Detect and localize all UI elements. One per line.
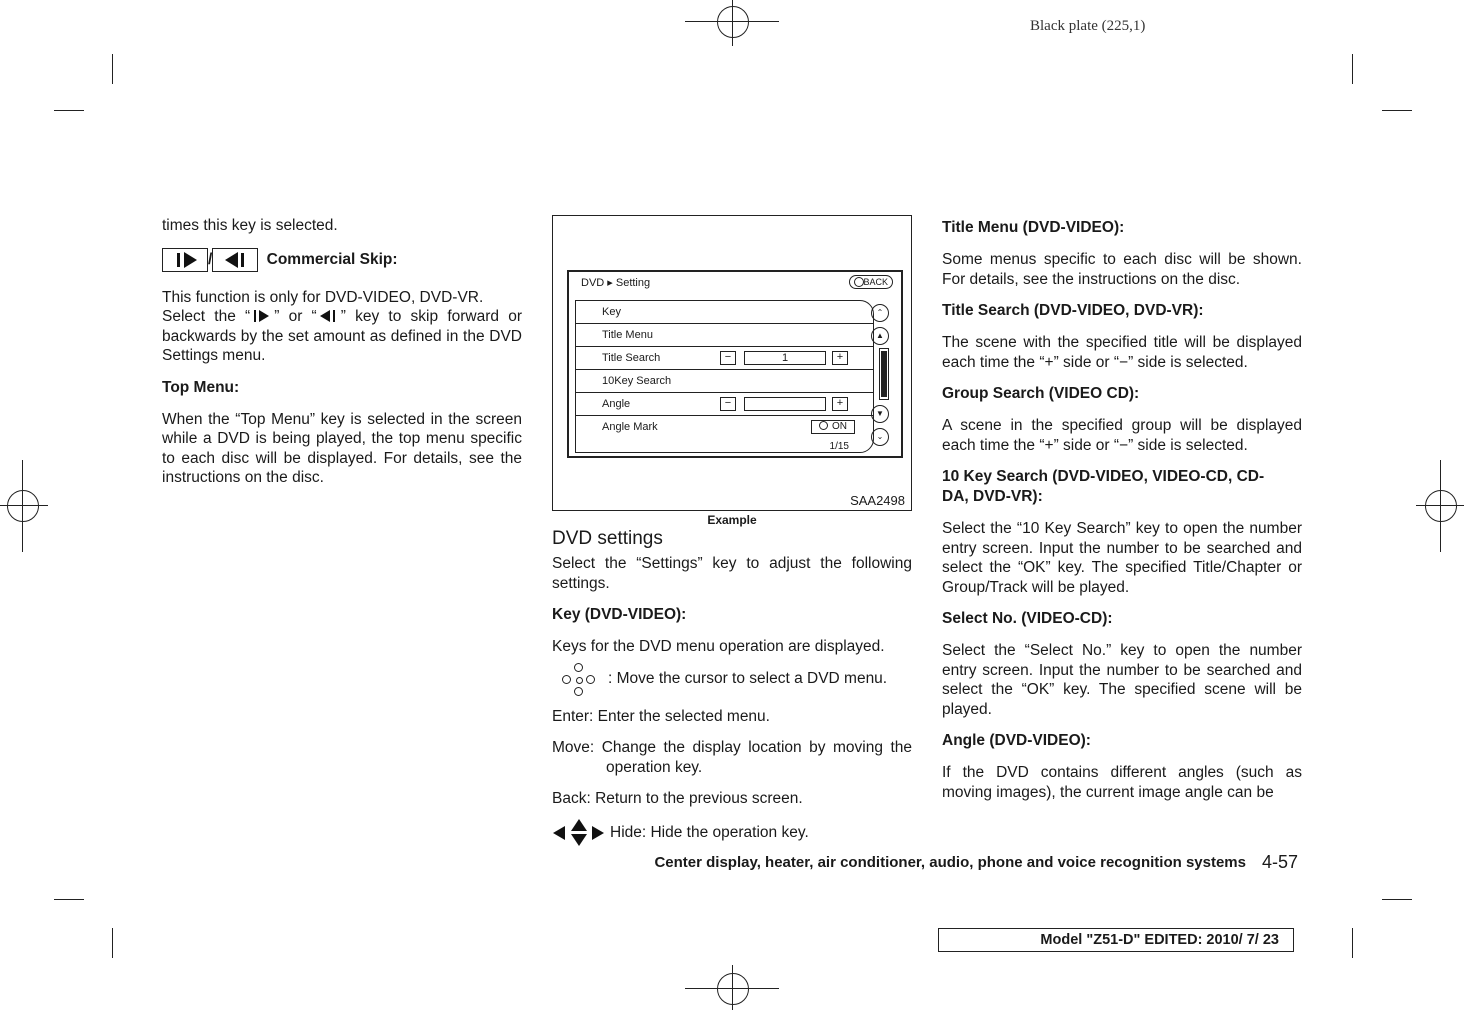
footer-section: Center display, heater, air conditioner, audio, phone and voice recognition systems	[654, 854, 1246, 871]
key-separator: /	[208, 250, 213, 268]
select-no-title: Select No. (VIDEO-CD):	[942, 610, 1113, 627]
screen-title: DVD ▸ Setting	[581, 277, 651, 289]
crop-mark	[54, 110, 84, 111]
crop-mark	[1382, 899, 1412, 900]
registration-mark	[1425, 490, 1457, 522]
crop-mark	[1352, 54, 1353, 84]
crop-mark	[1352, 928, 1353, 958]
plus-button[interactable]: +	[832, 397, 848, 411]
title-search-stepper	[720, 351, 852, 365]
back-button[interactable]	[849, 275, 893, 289]
registration-mark	[7, 490, 39, 522]
menu-item-label: Title Menu	[602, 329, 653, 341]
angle-title: Angle (DVD-VIDEO):	[942, 732, 1091, 749]
commercial-skip-text2	[162, 307, 522, 366]
dvd-setting-figure	[552, 215, 912, 511]
crop-mark	[54, 899, 84, 900]
dvd-settings-heading: DVD settings	[552, 528, 663, 549]
registration-mark	[717, 973, 749, 1005]
menu-item-title-search[interactable]	[576, 347, 873, 370]
dvd-settings-intro: Select the “Settings” key to adjust the following settings.	[552, 555, 912, 592]
scrollbar[interactable]	[879, 348, 889, 400]
scroll-down-icon[interactable]: ▼	[871, 405, 889, 423]
key10-search-text: Select the “10 Key Search” key to open the number entry screen. Input the number to be searched and select the “OK” key. The specified Title/Chapter or Group/Track will be played.	[942, 520, 1302, 596]
menu-item-title-menu[interactable]	[576, 324, 873, 347]
toggle-label: ON	[832, 421, 847, 432]
select-no-text: Select the “Select No.” key to open the number entry screen. Input the number to be searched and select the “OK” key. The specified scene will be played.	[942, 642, 1302, 718]
plus-button[interactable]: +	[832, 351, 848, 365]
scroll-thumb[interactable]	[881, 351, 887, 397]
text-span: ” key to skip forward or backwards by the set amount as defined in the DVD Settings menu.	[162, 308, 523, 364]
skip-back-key	[212, 248, 258, 272]
skip-bar-icon	[241, 253, 244, 267]
menu-item-angle-mark[interactable]	[576, 416, 873, 439]
middle-column	[552, 528, 912, 847]
hide-row	[552, 821, 912, 847]
group-search-text: A scene in the specified group will be displayed each time the “+” side or “−” side is selected.	[942, 417, 1302, 454]
right-column	[942, 218, 1302, 814]
angle-stepper	[720, 397, 852, 411]
page-down-icon[interactable]: ⌄	[871, 428, 889, 446]
model-stamp: Model "Z51-D" EDITED: 2010/ 7/ 23	[938, 928, 1294, 952]
move-text: Move: Change the display location by moving the operation key.	[552, 739, 912, 776]
play-forward-icon	[184, 252, 197, 268]
menu-item-angle[interactable]	[576, 393, 873, 416]
commercial-skip-heading	[162, 248, 522, 274]
top-menu-title: Top Menu:	[162, 378, 240, 396]
scroll-up-icon[interactable]: ▲	[871, 327, 889, 345]
menu-item-10key-search[interactable]	[576, 370, 873, 393]
page-indicator: 1/15	[829, 441, 849, 452]
title-search-title: Title Search (DVD-VIDEO, DVD-VR):	[942, 302, 1204, 319]
title-search-value: 1	[744, 351, 826, 365]
menu-item-label: Angle Mark	[602, 421, 658, 433]
back-text: Back: Return to the previous screen.	[552, 790, 803, 807]
commercial-skip-title: Commercial Skip:	[266, 250, 398, 268]
page-up-icon[interactable]: ⌃	[871, 304, 889, 322]
hide-arrows-icon	[552, 821, 606, 847]
indicator-icon	[819, 421, 828, 430]
settings-menu-list	[575, 300, 874, 453]
crop-mark	[1382, 110, 1412, 111]
skip-forward-inline-icon	[250, 308, 274, 324]
angle-value	[744, 397, 826, 411]
move-cursor-text: : Move the cursor to select a DVD menu.	[608, 669, 888, 687]
back-label: BACK	[863, 277, 888, 287]
figure-code: SAA2498	[850, 493, 905, 508]
skip-forward-key	[162, 248, 208, 272]
figure-caption: Example	[707, 513, 757, 527]
title-search-text: The scene with the specified title will be displayed each time the “+” side or “−” side is selected.	[942, 334, 1302, 371]
intro-text: times this key is selected.	[162, 217, 338, 234]
minus-button[interactable]: −	[720, 397, 736, 411]
key-text: Keys for the DVD menu operation are displayed.	[552, 638, 885, 655]
menu-item-key[interactable]	[576, 301, 873, 324]
crop-mark	[112, 928, 113, 958]
angle-mark-toggle[interactable]	[811, 420, 855, 434]
title-menu-title: Title Menu (DVD-VIDEO):	[942, 219, 1125, 236]
minus-button[interactable]: −	[720, 351, 736, 365]
menu-item-label: 10Key Search	[602, 375, 672, 387]
angle-text: If the DVD contains different angles (such as moving images), the current image angle can be	[942, 764, 1302, 801]
registration-mark	[717, 6, 749, 38]
crop-mark	[112, 54, 113, 84]
text-span: Select the “	[162, 308, 251, 325]
play-back-icon	[225, 252, 238, 268]
back-icon	[854, 277, 864, 287]
group-search-title: Group Search (VIDEO CD):	[942, 385, 1140, 402]
text-span: ” or “	[274, 308, 317, 325]
hide-text: Hide: Hide the operation key.	[610, 823, 809, 841]
dvd-setting-screen	[567, 270, 903, 458]
key-title: Key (DVD-VIDEO):	[552, 606, 687, 623]
menu-item-label: Angle	[602, 398, 631, 410]
dpad-icon	[562, 663, 596, 697]
skip-back-inline-icon	[317, 308, 341, 324]
move-cursor-row	[552, 669, 912, 699]
title-menu-text: Some menus specific to each disc will be shown. For details, see the instructions on the disc.	[942, 251, 1302, 288]
commercial-skip-text1: This function is only for DVD-VIDEO, DVD-VR.	[162, 288, 484, 306]
skip-bar-icon	[177, 253, 180, 267]
left-column	[162, 216, 522, 500]
menu-item-label: Key	[602, 306, 621, 318]
plate-label: Black plate (225,1)	[1030, 18, 1146, 34]
menu-item-label: Title Search	[602, 352, 661, 364]
page-number: 4-57	[1262, 852, 1299, 872]
key10-search-title: 10 Key Search (DVD-VIDEO, VIDEO-CD, CD-DA, DVD-VR):	[942, 468, 1265, 505]
enter-text: Enter: Enter the selected menu.	[552, 707, 770, 725]
top-menu-text: When the “Top Menu” key is selected in the screen while a DVD is being played, the top menu specific to each disc will be displayed. For details, see the instructions on the disc.	[162, 410, 522, 486]
